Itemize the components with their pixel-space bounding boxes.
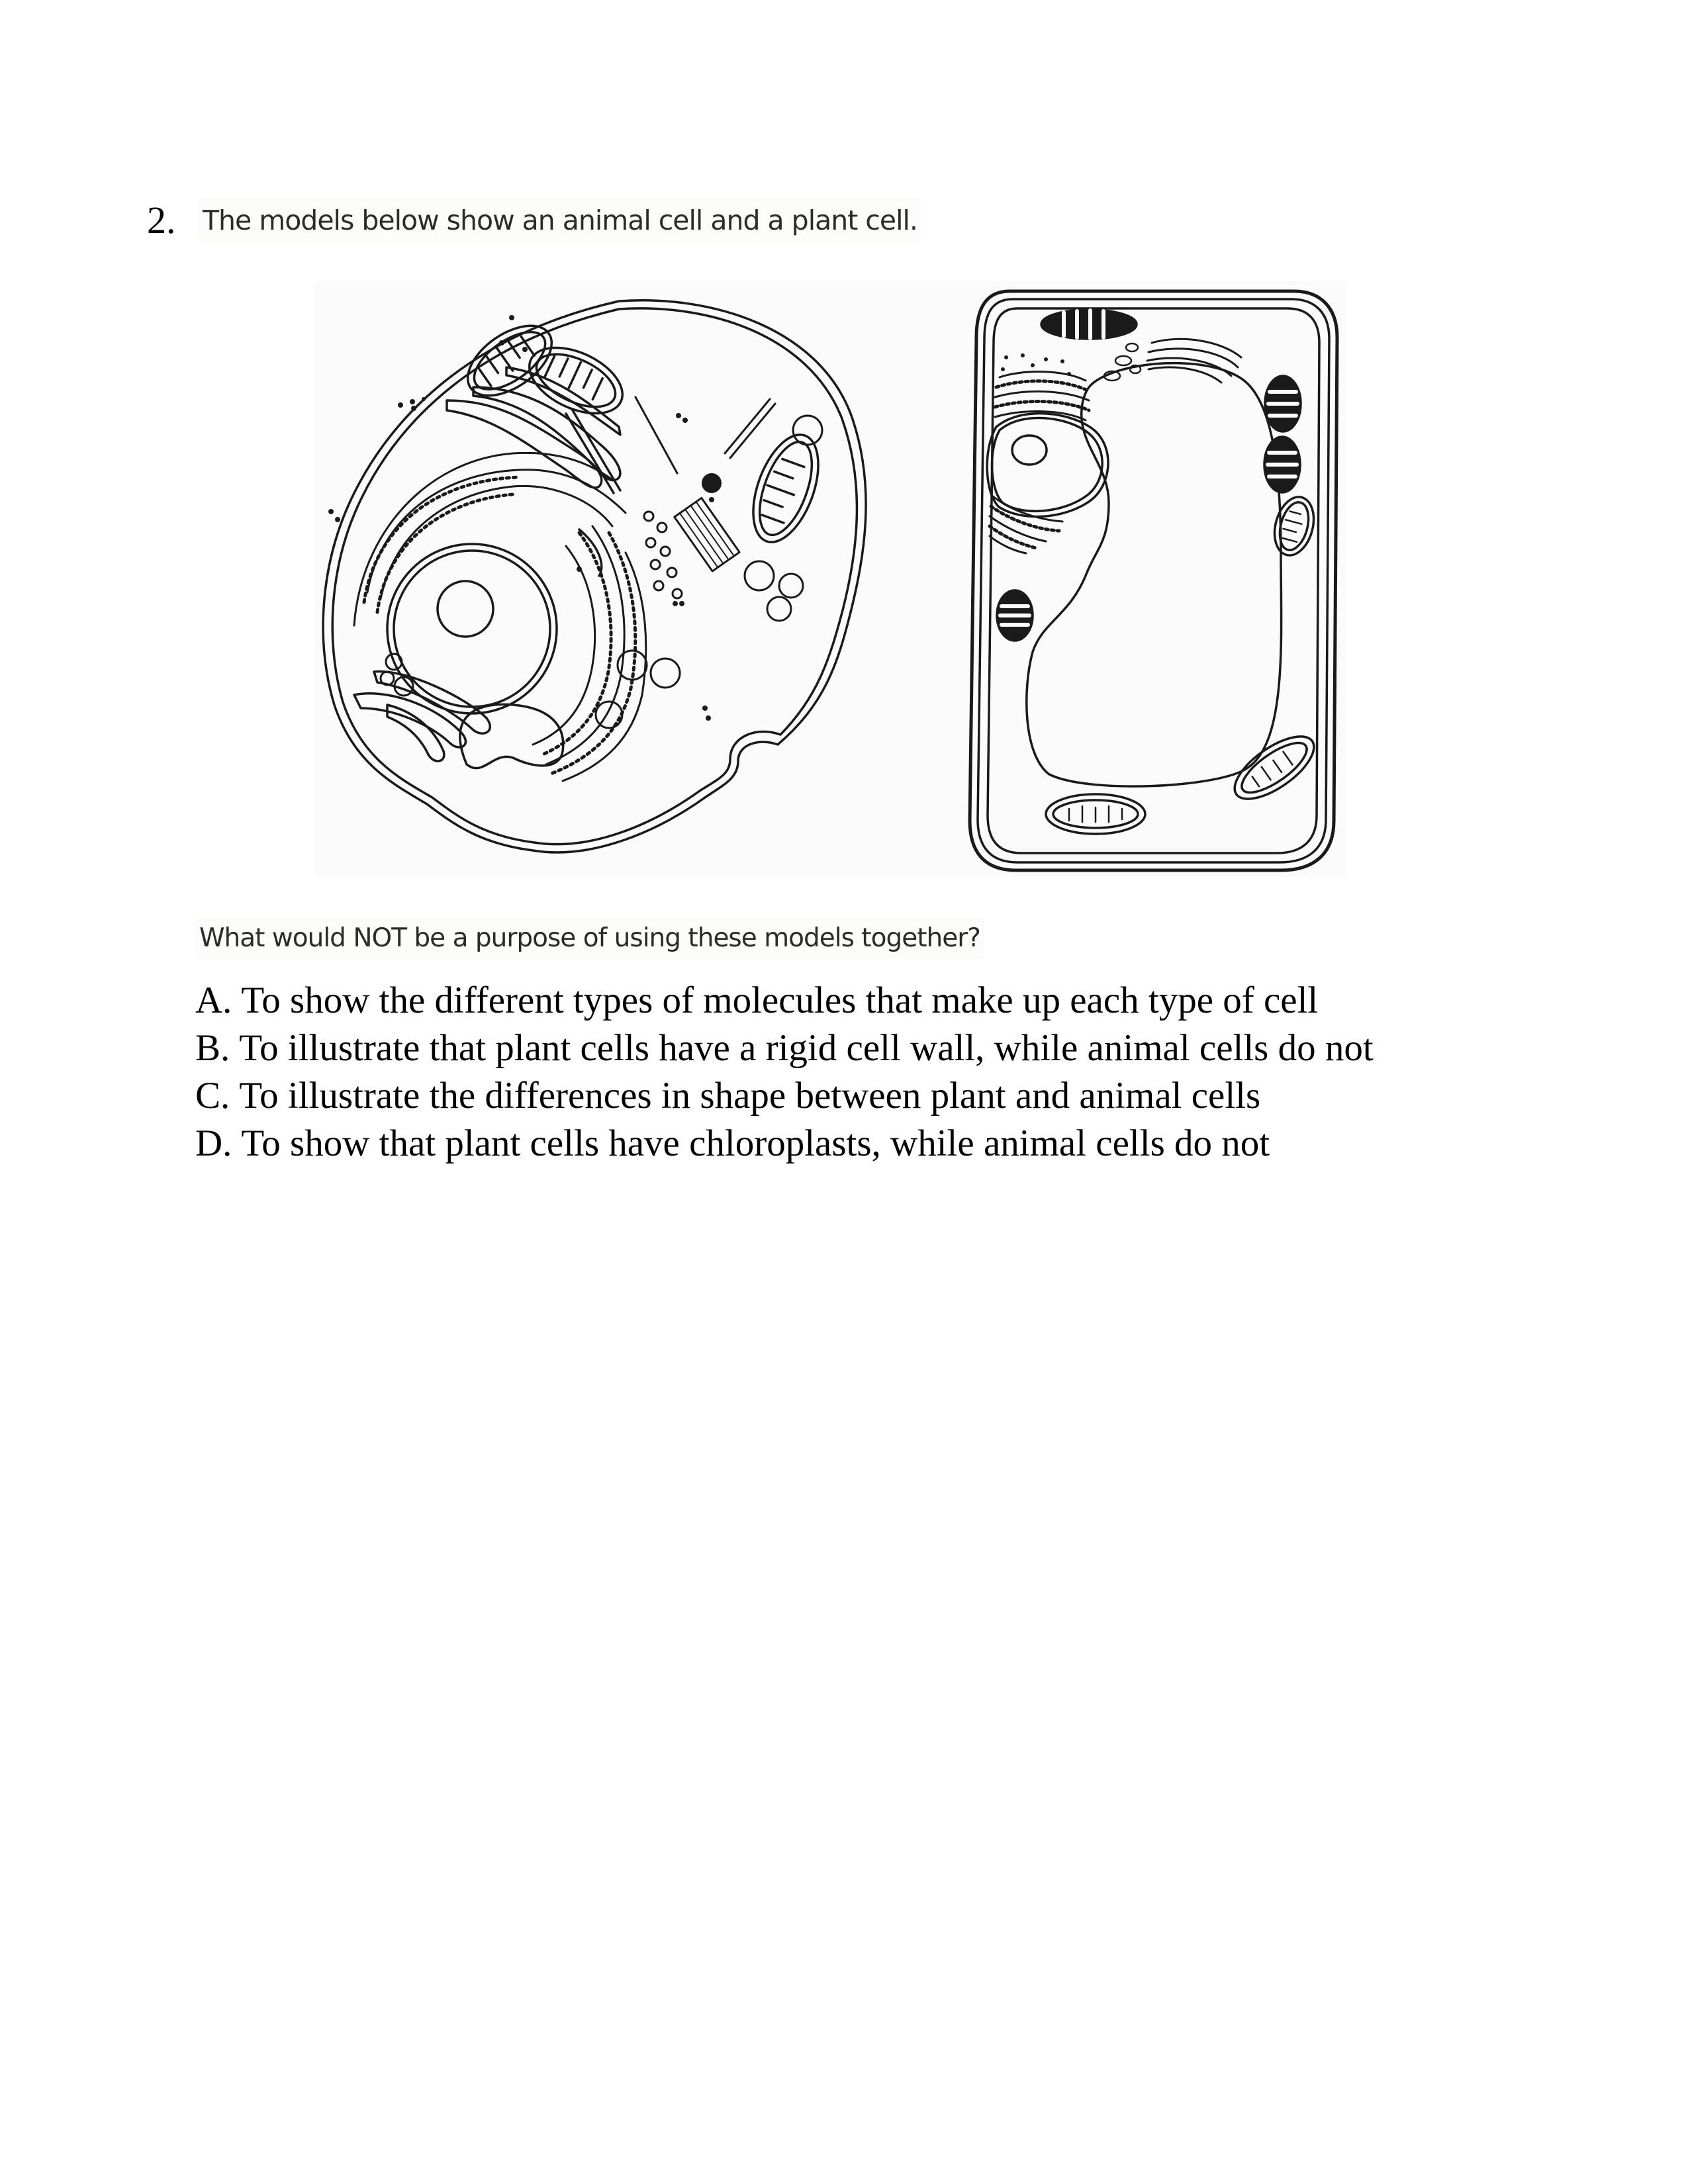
option-d-text: To show that plant cells have chloroplasts, while animal cells do not xyxy=(241,1122,1270,1164)
option-a[interactable] xyxy=(195,977,1374,1024)
plant-chloroplast-left xyxy=(997,590,1033,641)
animal-golgi-bottom xyxy=(354,672,490,761)
animal-microtubule-1 xyxy=(725,399,775,458)
plant-cell-diagram xyxy=(970,291,1337,870)
plant-mitochondrion-bottom-right xyxy=(1225,725,1323,810)
plant-nucleolus xyxy=(1012,435,1047,465)
option-a-letter: A. xyxy=(195,979,232,1021)
option-d[interactable] xyxy=(195,1120,1374,1167)
plant-chloroplast-right-2 xyxy=(1264,437,1300,492)
animal-mitochondrion-2 xyxy=(519,334,632,427)
plant-chloroplast-top xyxy=(1041,310,1137,339)
plant-mitochondrion-right xyxy=(1268,492,1319,559)
option-b-letter: B. xyxy=(195,1027,230,1069)
option-d-letter: D. xyxy=(195,1122,232,1164)
animal-mitochondrion-3 xyxy=(740,426,831,551)
question-stem: The models below show an animal cell and a plant cell. xyxy=(199,199,921,242)
animal-cell-diagram xyxy=(323,300,866,852)
question-number: 2. xyxy=(147,199,176,242)
animal-centriole xyxy=(675,498,739,571)
animal-centriole-top xyxy=(702,474,721,492)
answer-options xyxy=(195,977,1374,1167)
animal-rough-er xyxy=(354,453,646,781)
animal-microtubule-2 xyxy=(635,397,677,473)
plant-golgi xyxy=(1147,339,1241,383)
cell-models-figure xyxy=(314,281,1347,877)
option-a-text: To show the different types of molecules that make up each type of cell xyxy=(241,979,1319,1021)
question-prompt: What would NOT be a purpose of using these models together? xyxy=(195,919,984,958)
plant-nucleus xyxy=(992,418,1103,511)
plant-chloroplast-right-1 xyxy=(1265,376,1301,432)
option-b-text: To illustrate that plant cells have a rigid cell wall, while animal cells do not xyxy=(239,1027,1374,1069)
option-c-letter: C. xyxy=(195,1075,230,1116)
option-c[interactable] xyxy=(195,1072,1374,1120)
option-b[interactable] xyxy=(195,1024,1374,1072)
animal-nucleus xyxy=(394,551,550,707)
animal-nucleolus xyxy=(438,581,493,637)
option-c-text: To illustrate the differences in shape between plant and animal cells xyxy=(239,1075,1261,1116)
plant-mitochondrion-bottom xyxy=(1046,794,1145,834)
plant-central-vacuole xyxy=(1027,363,1282,786)
